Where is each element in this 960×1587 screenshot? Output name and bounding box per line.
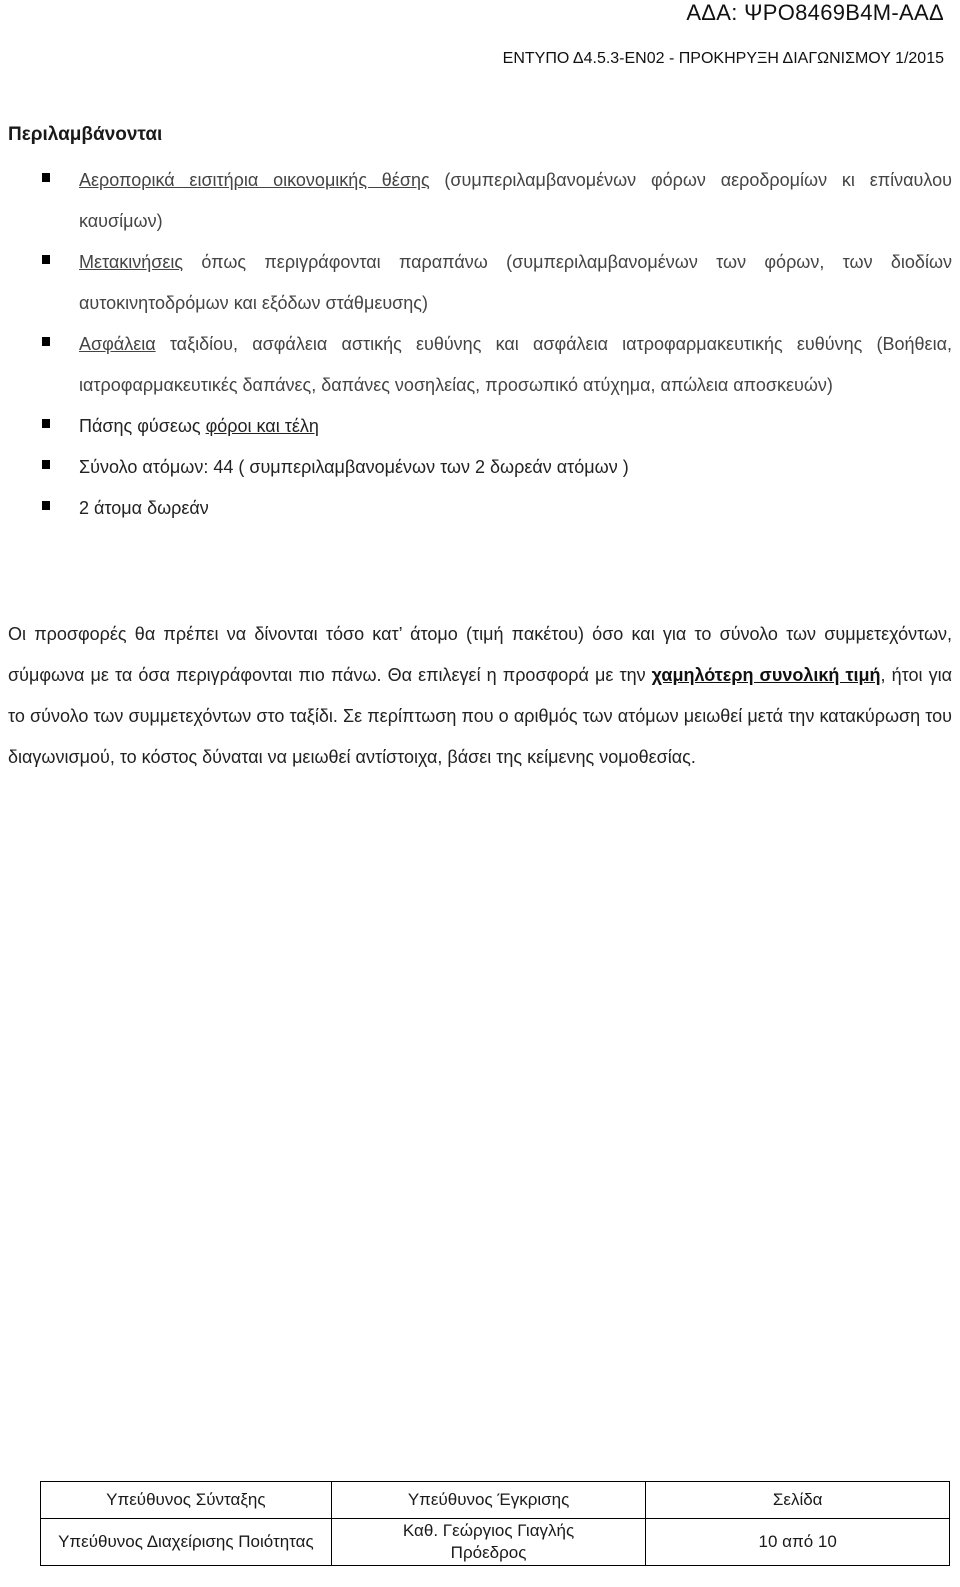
included-items-list	[40, 160, 952, 529]
item-text: (συμπεριλαμβανομένων φόρων αεροδρομίων κι επίναυλου καυσίμων)	[79, 170, 952, 231]
item-text: Σύνολο ατόμων: 44 ( συμπεριλαμβανομένων των 2 δωρεάν ατόμων )	[79, 457, 629, 477]
footer-table	[40, 1481, 950, 1566]
list-item	[40, 324, 952, 406]
list-item	[40, 406, 952, 447]
item-underlined: φόροι και τέλη	[205, 416, 319, 436]
paragraph-text: Οι προσφορές θα πρέπει να δίνονται τόσο κατ’ άτομο (τιμή πακέτου) όσο και για το σύνολο των συμμετεχόντων, σύμφωνα με τα όσα περιγράφονται πιο πάνω. Θα επιλεγεί η προσφορά με την	[8, 624, 952, 685]
list-item	[40, 488, 952, 529]
item-underlined: Μετακινήσεις	[79, 252, 184, 272]
footer-page-value: 10 από 10	[646, 1519, 950, 1566]
footer-approver-header: Υπεύθυνος Έγκρισης	[331, 1482, 646, 1519]
square-bullet-icon	[42, 460, 50, 469]
square-bullet-icon	[42, 337, 50, 346]
item-text: Πάσης φύσεως	[79, 416, 206, 436]
lowest-total-price-emphasis: χαμηλότερη συνολική τιμή	[651, 665, 881, 685]
offers-paragraph	[8, 614, 952, 778]
item-underlined: Ασφάλεια	[79, 334, 156, 354]
list-item	[40, 242, 952, 324]
approver-name: Καθ. Γεώργιος Γιαγλής	[402, 1521, 575, 1540]
ada-code: ΑΔΑ: ΨΡΟ8469Β4Μ-ΑΑΔ	[686, 0, 944, 25]
approver-role: Πρόεδρος	[450, 1543, 527, 1562]
footer-author-value: Υπεύθυνος Διαχείρισης Ποιότητας	[41, 1519, 332, 1566]
footer-page-header: Σελίδα	[646, 1482, 950, 1519]
list-item	[40, 160, 952, 242]
paragraph-text: , ήτοι για το σύνολο των συμμετεχόντων στο ταξίδι. Σε περίπτωση που ο αριθμός των ατόμων μειωθεί μετά την κατακύρωση του διαγωνισμού, το κόστος δύναται να μειωθεί αντίστοιχα, βάσει της κείμενης νομοθεσίας.	[8, 665, 952, 767]
section-title: Περιλαμβάνονται	[8, 124, 163, 145]
item-text: 2 άτομα δωρεάν	[79, 498, 209, 518]
square-bullet-icon	[42, 419, 50, 428]
item-text: ταξιδίου, ασφάλεια αστικής ευθύνης και ασφάλεια ιατροφαρμακευτικής ευθύνης (Βοήθεια, ιατροφαρμακευτικές δαπάνες, δαπάνες νοσηλείας, προσωπικό ατύχημα, απώλεια αποσκευών)	[79, 334, 952, 395]
item-text: όπως περιγράφονται παραπάνω (συμπεριλαμβανομένων των φόρων, των διοδίων αυτοκινητοδρόμων και εξόδων στάθμευσης)	[79, 252, 952, 313]
square-bullet-icon	[42, 173, 50, 182]
list-item	[40, 447, 952, 488]
square-bullet-icon	[42, 501, 50, 510]
form-code: ΕΝΤΥΠΟ Δ4.5.3-ΕΝ02 - ΠΡΟΚΗΡΥΞΗ ΔΙΑΓΩΝΙΣΜΟΥ 1/2015	[502, 50, 944, 67]
footer-approver-value	[331, 1519, 646, 1566]
item-underlined: Αεροπορικά εισιτήρια οικονομικής θέσης	[79, 170, 430, 190]
footer-author-header: Υπεύθυνος Σύνταξης	[41, 1482, 332, 1519]
square-bullet-icon	[42, 255, 50, 264]
